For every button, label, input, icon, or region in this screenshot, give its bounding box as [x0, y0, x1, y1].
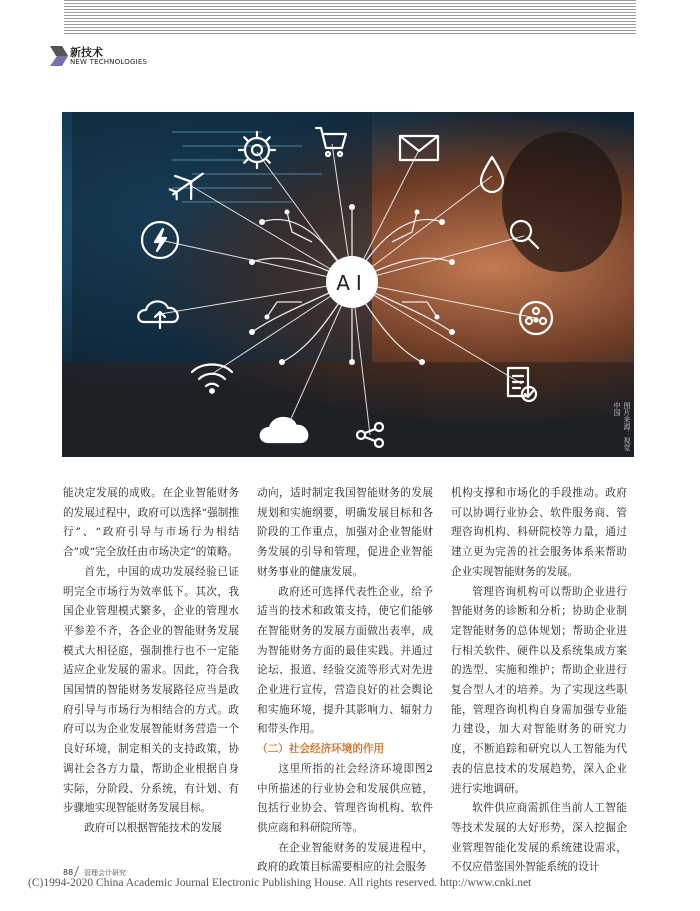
paragraph: 能决定发展的成败。在企业智能财务的发展过程中，政府可以选择“强制推行”、“政府引导与市场行为相结合”或“完全放任由市场决定”的策略。: [63, 487, 239, 559]
section-subtitle: NEW TECHNOLOGIES: [70, 58, 148, 66]
hero-image: [62, 112, 634, 457]
laptop-screen: [72, 112, 372, 362]
section-chevron-icon: [50, 44, 68, 68]
ai-network-illustration: [62, 112, 634, 457]
section-title: 新技术: [70, 46, 103, 59]
drop-icon: [481, 157, 503, 192]
mug-silhouette: [502, 132, 622, 272]
journal-name: 管理会计研究: [84, 869, 126, 877]
film-icon: [520, 302, 552, 334]
footer-separator: [74, 866, 79, 877]
mail-icon: [400, 136, 438, 160]
paragraph: 首先，中国的成功发展经验已证明完全市场行为效率低下。其次，我国企业管理模式繁多，企业的管理水平参差不齐，各企业的智能财务发展模式大相径庭，强制推行也不一定能适应企业发展的需求。因此，符合我国国情的智能财务发展路径应当是政府引导与市场行为相结合的方式。政府可以为企业发展智能财务营造一个良好环境，制定相关的支持政策，协调社会各方力量，帮助企业根据自身实际，分阶段、分系统，有计划、有步骤地实现智能财务发展目标。: [63, 565, 239, 815]
text-column-1: [63, 484, 239, 839]
page-number: 88: [63, 868, 74, 877]
paragraph: 政府还可选择代表性企业，给予适当的技术和政策支持，使它们能够在智能财务的发展方面做出表率，成为智能财务方面的最佳实践。并通过论坛、报道、经验交流等形式对先进企业进行宣传，营造良好的社会舆论和实施环境，提升其影响力、辐射力和带头作用。: [257, 585, 433, 736]
ai-center-label: AI: [336, 271, 368, 295]
paragraph: 动向，适时制定我国智能财务的发展规划和实施纲要，明确发展目标和各阶段的工作重点，加强对企业智能财务发展的引导和管理，促进企业智能财务事业的健康发展。: [257, 487, 433, 578]
paragraph: 管理咨询机构可以帮助企业进行智能财务的诊断和分析；协助企业制定智能财务的总体规划；帮助企业进行相关软件、硬件以及系统集成方案的选型、实施和维护；帮助企业进行复合型人才的培养。为了实现这些职能，管理咨询机构自身需加强专业能力建设，加大对智能财务的研究力度，不断追踪和研究以人工智能为代表的信息技术的发展趋势，深入企业进行实地调研。: [451, 585, 627, 795]
paragraph: 在企业智能财务的发展进程中，政府的政策目标需要相应的社会服务: [257, 841, 433, 874]
paragraph: 这里所指的社会经济环境即图2中所描述的行业协会和发展供应链，包括行业协会、管理咨询机构、软件供应商和科研院所等。: [257, 762, 433, 834]
paragraph: 政府可以根据智能技术的发展: [84, 821, 222, 834]
photo-credit: 图片来源：视觉中国: [613, 402, 631, 451]
text-column-3: [451, 484, 627, 878]
section-heading: （二）社会经济环境的作用: [257, 743, 385, 756]
keyboard-area: [62, 362, 634, 457]
paragraph: 软件供应商需抓住当前人工智能等技术发展的大好形势，深入挖掘企业管理智能化发展的系统建设需求，不仅应借鉴国外智能系统的设计: [451, 802, 627, 874]
text-column-2: [257, 484, 433, 878]
copyright-notice: (C)1994-2020 China Academic Journal Electronic Publishing House. All rights reserved. http://www.cnki.net: [28, 877, 532, 889]
header-stripes: [64, 0, 636, 34]
paragraph: 机构支撑和市场化的手段推动。政府可以协调行业协会、软件服务商、管理咨询机构、科研院校等力量，通过建立更为完善的社会服务体系来帮助企业实现智能财务的发展。: [451, 487, 627, 578]
